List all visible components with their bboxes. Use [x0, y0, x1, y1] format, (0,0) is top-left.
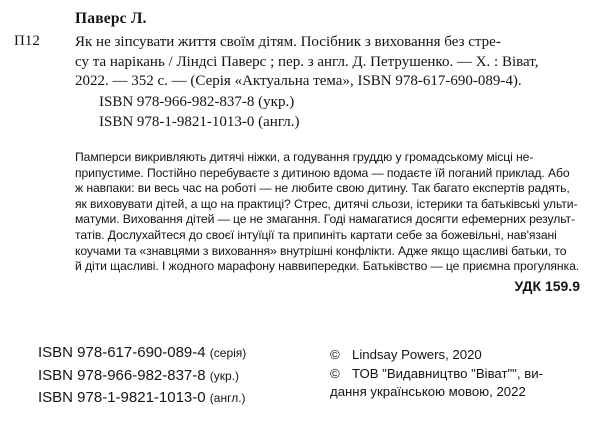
copyright-block — [330, 346, 592, 402]
author-name: Паверс Л. — [75, 10, 147, 27]
abstract — [75, 150, 587, 275]
catalog-description — [75, 33, 587, 92]
isbn-row — [38, 387, 246, 410]
copyright-symbol: © — [330, 365, 340, 381]
copyright-line: © Lindsay Powers, 2020 — [330, 346, 592, 365]
abstract-line: як виховувати дітей, а що на практиці? Стрес, дитячі сльози, істерики та батьківські ульти- — [75, 196, 578, 211]
abstract-line: припустиме. Постійно перебуваєте з дитиною вдома — подаєте їй поганий приклад. Або — [75, 165, 570, 180]
isbn-note: (серія) — [209, 346, 247, 360]
catalog-line: су та нарікань / Ліндсі Паверс ; пер. з англ. Д. Петрушенко. — Х. : Віват, — [75, 53, 539, 70]
copyright-line: © ТОВ "Видавництво "Віват"", ви- — [330, 365, 592, 384]
copyright-line: дання українською мовою, 2022 — [330, 384, 526, 399]
abstract-line: матуми. Виховання дітей — це не змагання. Годі намагатися досягти ефемерних результ- — [75, 212, 575, 227]
catalog-isbn-list — [99, 93, 299, 132]
isbn-row — [38, 342, 246, 365]
isbn-number: ISBN 978-617-690-089-4 — [38, 344, 206, 361]
abstract-line: Памперси викривляють дитячі ніжки, а годування груддю у громадському місці не- — [75, 150, 534, 164]
catalog-line: 2022. — 352 с. — (Серія «Актуальна тема», ISBN 978-617-690-089-4). — [75, 73, 522, 89]
isbn-list — [38, 342, 246, 410]
abstract-line: ж навпаки: ви весь час на роботі — не любите свою дитину. Так багато експертів радять, — [75, 181, 570, 196]
abstract-line: татів. Дослухайтеся до своєї інтуїції та припиніть картати себе за божевільні, нав'язані — [75, 227, 557, 242]
catalog-isbn: ISBN 978-966-982-837-8 (укр.) — [99, 94, 295, 110]
isbn-note: (укр.) — [209, 368, 240, 383]
catalog-line: Як не зіпсувати життя своїм дітям. Посібник з виховання без стре- — [75, 34, 501, 50]
abstract-line: й діти щасливі. І жодного марафону наввипередки. Батьківство — це приємна прогулянка. — [75, 259, 580, 274]
isbn-number: ISBN 978-966-982-837-8 — [38, 366, 206, 384]
catalog-isbn: ISBN 978-1-9821-1013-0 (англ.) — [99, 113, 300, 130]
udk-code: УДК 159.9 — [514, 278, 580, 294]
isbn-number: ISBN 978-1-9821-1013-0 — [38, 389, 206, 406]
isbn-note: (англ.) — [209, 391, 246, 405]
catalog-code: П12 — [14, 33, 40, 49]
isbn-row — [38, 365, 246, 388]
abstract-line: коучами та «знавцями з виховання» внутрішні конфлікти. Адже якщо щасливі батьки, то — [75, 243, 567, 258]
copyright-symbol: © — [330, 347, 340, 362]
